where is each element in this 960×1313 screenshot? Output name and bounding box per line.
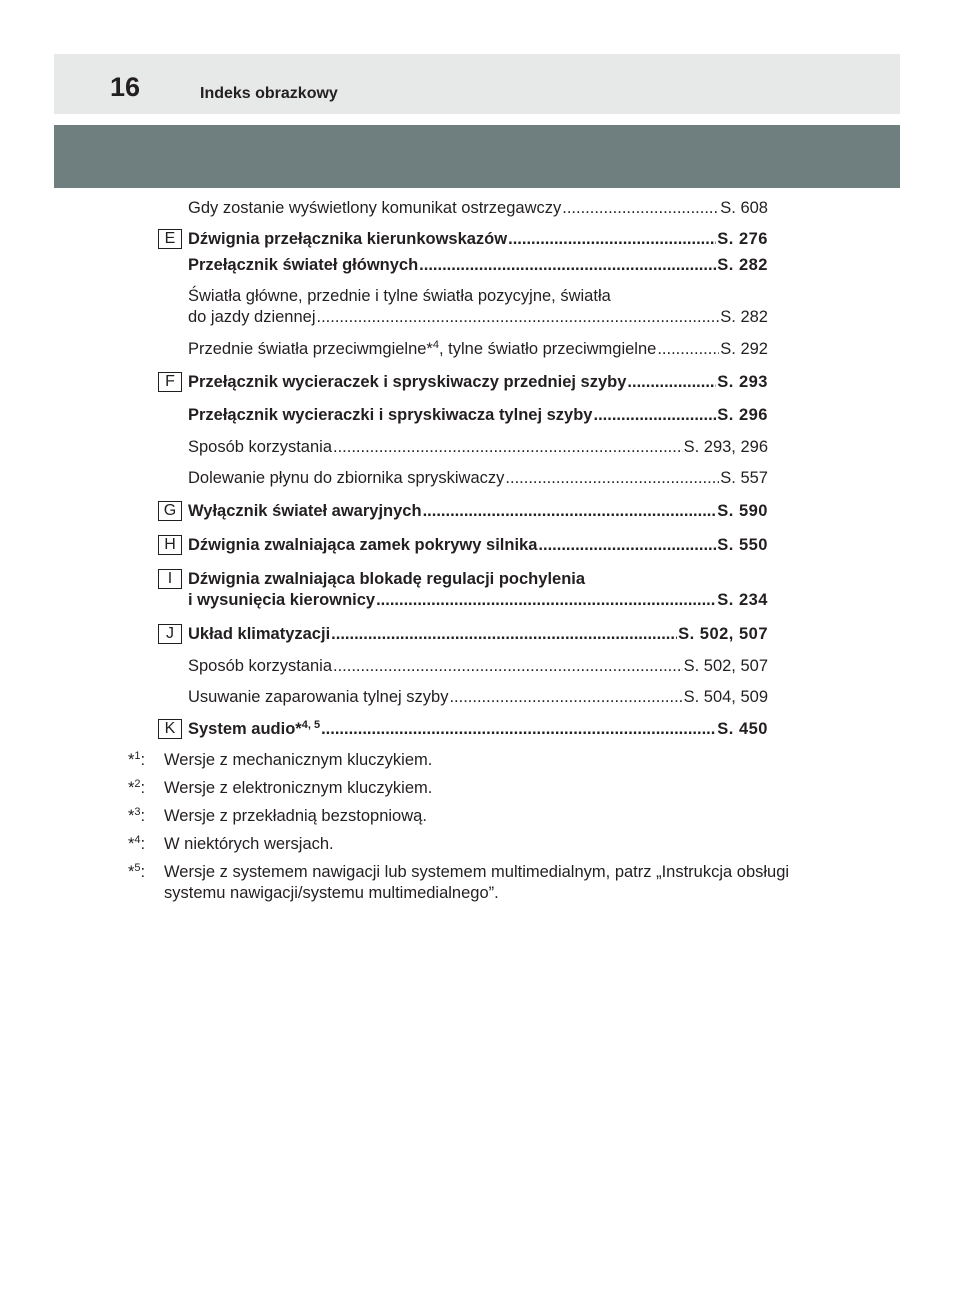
entry-fog-lights[interactable]: Przednie światła przeciwmgielne*$^4$, tylne światło przeciwmgielne ..... S. 292 (188, 339, 768, 360)
section-letter-f: F (158, 372, 182, 392)
page-ref[interactable]: S. 590 (717, 502, 768, 520)
entry-audio-system[interactable]: System audio*$^{4, 5}$ ..... S. 450 (188, 719, 768, 740)
section-band (54, 125, 900, 188)
page-ref[interactable]: S. 293, 296 (683, 438, 768, 456)
page-ref[interactable]: S. 450 (717, 720, 768, 738)
entry-wiper-usage[interactable]: Sposób korzystania ..... S. 293, 296 (188, 437, 768, 458)
section-letter-h: H (158, 535, 182, 555)
entry-hazard-switch[interactable]: Wyłącznik świateł awaryjnych ..... S. 590 (188, 501, 768, 522)
page-ref[interactable]: S. 282 (720, 308, 768, 326)
footnote-1: *$^1$: Wersje z mechanicznym kluczykiem. (128, 750, 433, 769)
entry-rear-wiper-switch[interactable]: Przełącznik wycieraczki i spryskiwacza tylnej szyby ..... S. 296 (188, 405, 768, 426)
page-ref[interactable]: S. 276 (717, 230, 768, 248)
footnote-4: *$^4$: W niektórych wersjach. (128, 834, 334, 853)
section-title: Indeks obrazkowy (200, 85, 338, 102)
section-letter-g: G (158, 501, 182, 521)
page-ref[interactable]: S. 550 (717, 536, 768, 554)
entry-rear-defogger[interactable]: Usuwanie zaparowania tylnej szyby ..... S. 504, 509 (188, 687, 768, 708)
page-ref[interactable]: S. 234 (717, 591, 768, 609)
entry-front-wiper-switch[interactable]: Przełącznik wycieraczek i spryskiwaczy przedniej szyby ..... S. 293 (188, 372, 768, 393)
page-ref[interactable]: S. 557 (720, 469, 768, 487)
header-bar (54, 54, 900, 114)
entry-washer-fluid[interactable]: Dolewanie płynu do zbiornika spryskiwaczy ..... S. 557 (188, 468, 768, 489)
page-ref[interactable]: S. 502, 507 (683, 657, 768, 675)
entry-air-conditioning[interactable]: Układ klimatyzacji ..... S. 502, 507 (188, 624, 768, 645)
entry-ac-usage[interactable]: Sposób korzystania ..... S. 502, 507 (188, 656, 768, 677)
page-ref[interactable]: S. 296 (717, 406, 768, 424)
page-ref[interactable]: S. 292 (720, 340, 768, 358)
page-ref[interactable]: S. 504, 509 (683, 688, 768, 706)
page-ref[interactable]: S. 502, 507 (678, 625, 768, 643)
page-number: 16 (110, 72, 141, 102)
section-letter-k: K (158, 719, 182, 739)
footnote-2: *$^2$: Wersje z elektronicznym kluczykiem. (128, 778, 433, 797)
entry-steering-lock-lever[interactable]: Dźwignia zwalniająca blokadę regulacji pochylenia i wysunięcia kierownicy ..... S. 234 (188, 569, 768, 611)
entry-warning-message[interactable]: Gdy zostanie wyświetlony komunikat ostrzegawczy ..... S. 608 (188, 198, 768, 219)
footnote-5: *$^5$: Wersje z systemem nawigacji lub systemem multimedialnym, patrz „Instrukcja obsługi systemu nawigacji/systemu multimedialnego”. (128, 862, 790, 902)
entry-hood-release-lever[interactable]: Dźwignia zwalniająca zamek pokrywy silnika ..... S. 550 (188, 535, 768, 556)
page-ref[interactable]: S. 608 (720, 199, 768, 217)
entry-headlights[interactable]: Światła główne, przednie i tylne światła pozycyjne, światła do jazdy dziennej ..... S. 282 (188, 286, 768, 328)
section-letter-i: I (158, 569, 182, 589)
entry-headlight-switch[interactable]: Przełącznik świateł głównych ..... S. 282 (188, 255, 768, 276)
page-ref[interactable]: S. 282 (717, 256, 768, 274)
entry-turn-signal-lever[interactable]: Dźwignia przełącznika kierunkowskazów ..... S. 276 (188, 229, 768, 250)
section-letter-j: J (158, 624, 182, 644)
section-letter-e: E (158, 229, 182, 249)
footnote-3: *$^3$: Wersje z przekładnią bezstopniową. (128, 806, 427, 825)
page-ref[interactable]: S. 293 (717, 373, 768, 391)
